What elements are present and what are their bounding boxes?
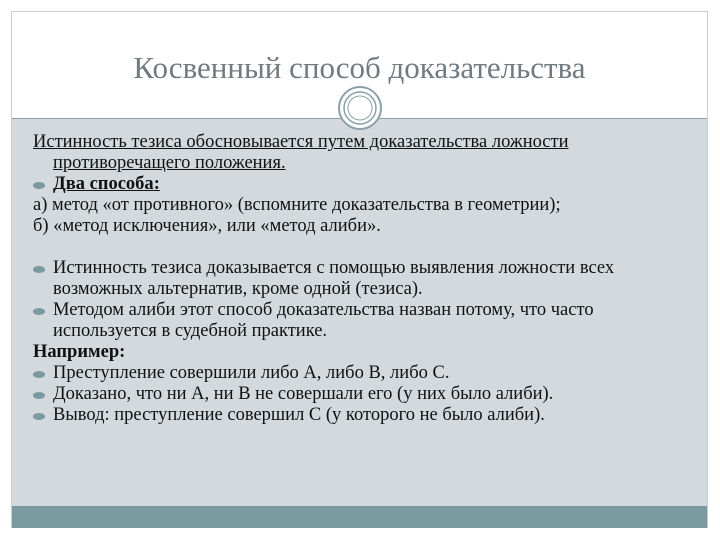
leaf-bullet-icon xyxy=(33,308,45,315)
spacer xyxy=(33,237,693,258)
list-item xyxy=(33,258,693,300)
slide xyxy=(11,11,708,528)
two-ways-colon: : xyxy=(153,174,160,194)
list-item-text: Преступление совершили либо А, либо В, либо С. xyxy=(53,363,450,383)
slide-body xyxy=(33,132,693,426)
leaf-bullet-icon xyxy=(33,413,45,420)
method-b: б) «метод исключения», или «метод алиби». xyxy=(33,216,381,236)
list-item xyxy=(33,405,693,426)
footer-bar xyxy=(12,506,707,528)
leaf-bullet-icon xyxy=(33,392,45,399)
leaf-bullet-icon xyxy=(33,266,45,273)
list-item-text: Доказано, что ни А, ни В не совершали его (у них было алиби). xyxy=(53,384,554,404)
intro-text: Истинность тезиса обосновывается путем доказательства ложности противоречащего положения. xyxy=(33,132,569,173)
slide-title: Косвенный способ доказательства xyxy=(133,50,586,85)
list-item-text: Истинность тезиса доказывается с помощью выявления ложности всех возможных альтернатив, кроме одной (тезиса). xyxy=(53,258,615,299)
list-item xyxy=(33,300,693,342)
leaf-bullet-icon xyxy=(33,371,45,378)
method-a: а) метод «от противного» (вспомните доказательства в геометрии); xyxy=(33,195,561,215)
list-item xyxy=(33,384,693,405)
circle-ornament-icon xyxy=(337,85,383,131)
two-ways-label: Два способа xyxy=(53,174,154,194)
list-item-text: Методом алиби этот способ доказательства назван потому, что часто используется в судебной практике. xyxy=(53,300,594,341)
list-item xyxy=(33,174,693,195)
leaf-bullet-icon xyxy=(33,182,45,189)
list-item-text: Вывод: преступление совершил С (у которого не было алиби). xyxy=(53,405,545,425)
list-item xyxy=(33,363,693,384)
example-heading: Например: xyxy=(33,342,126,362)
